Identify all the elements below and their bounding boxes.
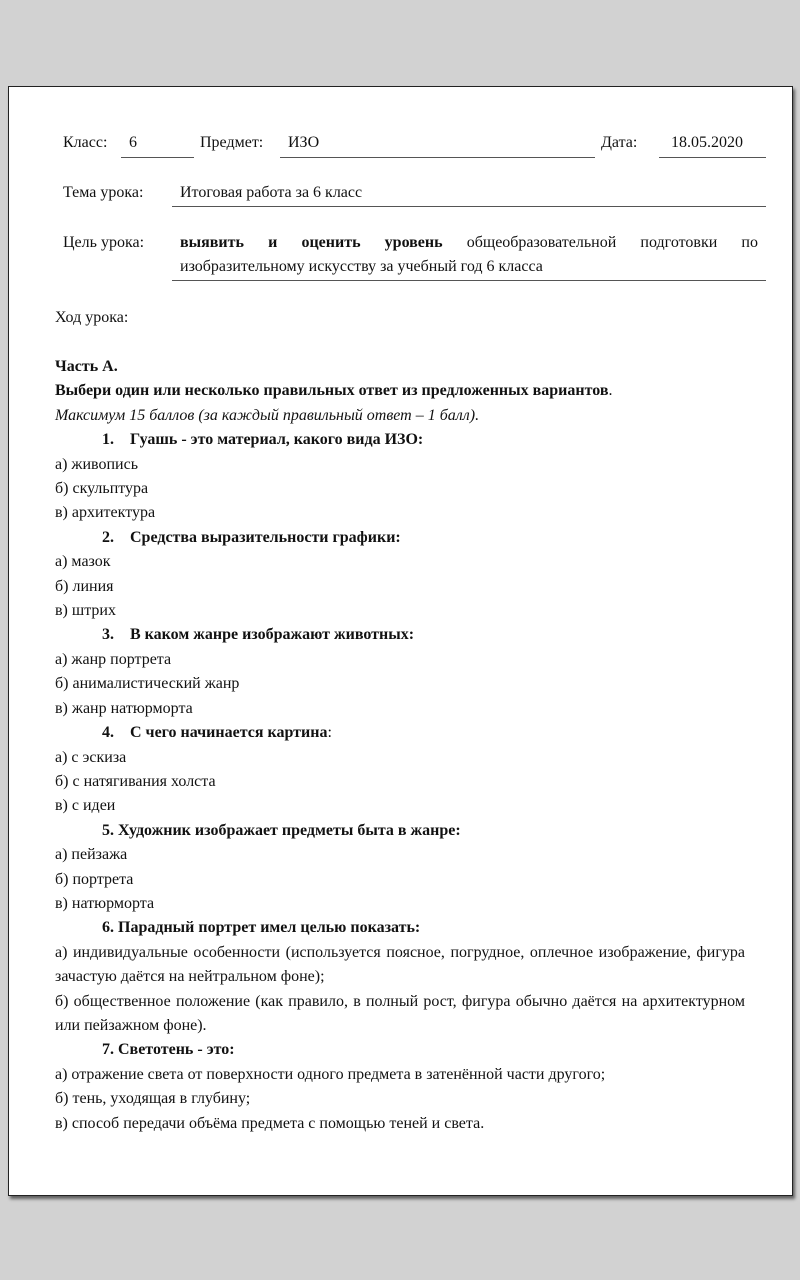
question-number: 7. [102,1041,114,1059]
topic-label: Тема урока: [63,184,144,201]
option: б) скульптура [55,480,149,498]
question-6 [55,916,745,940]
subject-underline [280,157,595,158]
question-number: 1. [102,431,114,449]
test-body [55,355,745,1136]
goal-rest-text: общеобразовательной подготовки по изобразительному искусству за учебный год 6 класса [180,234,758,275]
option: а) с эскиза [55,748,127,766]
instruction-dot: . [608,382,613,400]
question-number: 5. [102,821,114,839]
part-instruction [55,379,745,403]
date-label: Дата: [601,134,638,151]
class-label: Класс: [63,134,108,151]
goal-label: Цель урока: [63,234,145,251]
goal-text [180,231,758,279]
topic-underline [172,206,766,207]
option: в) жанр натюрморта [55,699,193,717]
option: б) портрета [55,870,134,888]
option: а) пейзажа [55,846,128,864]
question-text: Парадный портрет имел целью показать: [118,919,421,937]
option: а) отражение света от поверхности одного предмета в затенённой части другого; [55,1065,606,1083]
question-text: В каком жанре изображают животных: [130,626,415,644]
class-value: 6 [129,134,137,151]
option: в) натюрморта [55,894,155,912]
question-text: С чего начинается картина [130,724,328,742]
date-underline [659,157,766,158]
goal-underline [172,280,766,281]
option: б) с натягивания холста [55,772,216,790]
question-tail: : [327,724,332,742]
subject-label: Предмет: [200,134,264,151]
question-1 [55,428,745,452]
question-4 [55,721,745,745]
question-number: 2. [102,528,114,546]
question-text: Гуашь - это материал, какого вида ИЗО: [130,431,424,449]
question-7 [55,1038,745,1062]
document-page [8,86,793,1196]
question-text: Средства выразительности графики: [130,528,401,546]
option: в) архитектура [55,504,156,522]
option: а) живопись [55,455,139,473]
instruction-text: Выбери один или несколько правильных ответ из предложенных вариантов [55,382,609,400]
date-value: 18.05.2020 [671,134,743,151]
subject-value: ИЗО [288,134,320,151]
option: б) общественное положение (как правило, в полный рост, фигура обычно даётся на архитектурном или пейзажном фоне). [55,992,745,1034]
question-2 [55,526,745,550]
question-5 [55,819,745,843]
option: а) мазок [55,553,111,571]
option: в) способ передачи объёма предмета с помощью теней и света. [55,1114,485,1132]
option: в) с идеи [55,797,116,815]
question-text: Светотень - это: [118,1041,235,1059]
option: б) анималистический жанр [55,675,240,693]
option: а) индивидуальные особенности (используется поясное, погрудное, оплечное изображение, фигура зачастую даётся на нейтральном фоне); [55,943,745,986]
question-number: 3. [102,626,114,644]
goal-bold-text: выявить и оценить уровень [180,234,443,251]
question-3 [55,623,745,647]
option: в) штрих [55,602,116,620]
max-score: Максимум 15 баллов (за каждый правильный ответ – 1 балл). [55,406,480,424]
lesson-progress-heading: Ход урока: [55,309,129,326]
question-text: Художник изображает предметы быта в жанре: [118,821,461,839]
part-title: Часть А. [55,358,118,375]
option: б) тень, уходящая в глубину; [55,1090,251,1108]
option: б) линия [55,577,114,595]
question-number: 4. [102,724,114,742]
question-number: 6. [102,919,114,937]
class-underline [121,157,194,158]
topic-value: Итоговая работа за 6 класс [180,184,363,201]
option: а) жанр портрета [55,650,172,668]
